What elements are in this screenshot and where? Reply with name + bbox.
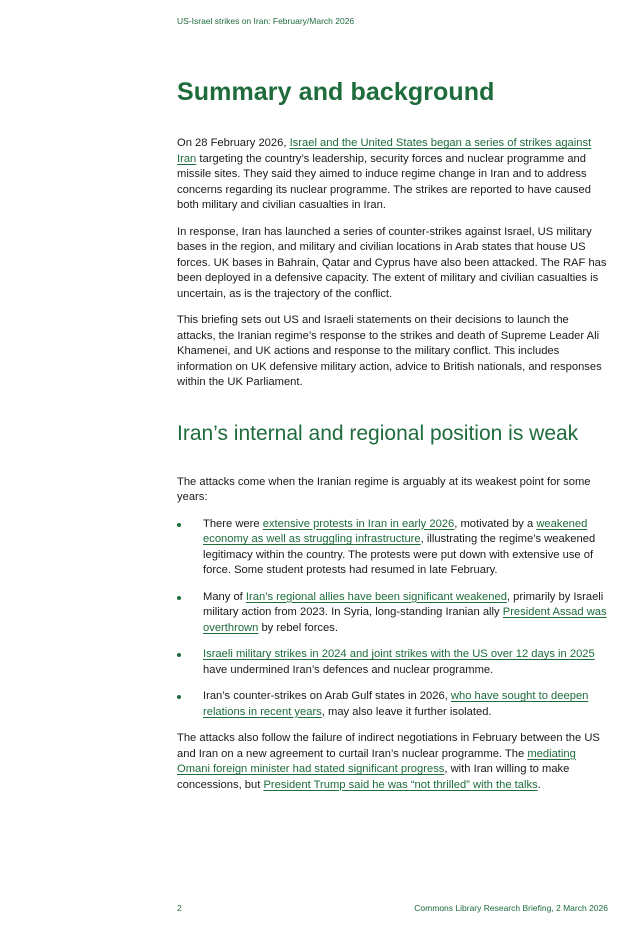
section-heading: Iran’s internal and regional position is weak: [177, 421, 579, 445]
text-span: , with Iran willing to make concessions, but: [177, 763, 570, 791]
paragraph-response: In response, Iran has launched a series of counter-strikes against Israel, US military bases in the region, and military and civilian locations in Arab states that house US forces. UK bases in Bahrain, Qatar and Cyprus have also been attacked. The RAF has been deployed in a defensive capacity. The extent of military and civilian casualties is uncertain, as is the trajectory of the conflict.: [177, 225, 607, 300]
text-span: , primarily by Israeli military action from 2023. In Syria, long-standing Iranian ally: [203, 590, 604, 618]
bullet-icon: [177, 596, 181, 600]
bullet-list: [177, 517, 607, 721]
bullet-icon: [177, 653, 181, 657]
text-span: Iran’s counter-strikes on Arab Gulf states in 2026,: [203, 690, 451, 702]
link-israeli-strikes[interactable]: Israeli military strikes in 2024 and joint strikes with the US over 12 days in 2025: [203, 648, 595, 660]
page-title: Summary and background: [177, 78, 495, 106]
text-span: have undermined Iran’s defences and nuclear programme.: [203, 663, 494, 676]
bullet-icon: [177, 695, 181, 699]
text-span: , motivated by a: [454, 517, 537, 530]
running-header: US-Israel strikes on Iran: February/March 2026: [177, 16, 355, 26]
link-economy[interactable]: weakened economy as well as struggling infrastructure: [203, 517, 588, 545]
document-body: [177, 136, 607, 804]
link-trump-not-thrilled[interactable]: President Trump said he was “not thrilled” with the talks: [263, 778, 538, 791]
list-item: [177, 590, 607, 637]
list-item: [177, 517, 607, 579]
footer-publication: Commons Library Research Briefing, 2 March 2026: [414, 903, 608, 913]
paragraph-summary: [177, 136, 607, 214]
text-span: Many of: [203, 590, 246, 603]
text-span: by rebel forces.: [258, 621, 338, 634]
link-protests[interactable]: extensive protests in Iran in early 2026: [262, 517, 455, 530]
link-omani-minister[interactable]: mediating Omani foreign minister had stated significant progress: [177, 747, 576, 775]
text-span: targeting the country’s leadership, security forces and nuclear programme and missile sites. They said they aimed to induce regime change in Iran and to address concerns regarding its nuclear programme. The strikes are reported to have caused both military and civilian casualties in Iran.: [177, 152, 591, 211]
list-item: [177, 647, 607, 678]
paragraph-intro: The attacks come when the Iranian regime is arguably at its weakest point for some years:: [177, 475, 591, 503]
link-assad-overthrown[interactable]: President Assad was overthrown: [203, 606, 607, 634]
text-span: .: [537, 778, 541, 791]
paragraph-negotiations: [177, 731, 607, 793]
page-number: 2: [177, 903, 182, 913]
text-span: The attacks also follow the failure of indirect negotiations in February between the US and Iran on a new agreement to curtail Iran’s nuclear programme. The: [177, 732, 600, 760]
paragraph-briefing-scope: This briefing sets out US and Israeli statements on their decisions to launch the attacks, the Iranian regime’s response to the strikes and death of Supreme Leader Ali Khamenei, and UK actions and response to the military conflict. This includes information on UK defensive military action, advice to British nationals, and responses within the UK Parliament.: [177, 314, 602, 388]
bullet-icon: [177, 523, 181, 527]
link-gulf-relations[interactable]: who have sought to deepen relations in recent years: [203, 690, 589, 718]
text-span: , may also leave it further isolated.: [321, 705, 492, 718]
text-span: On 28 February 2026,: [177, 137, 290, 149]
text-span: There were: [203, 517, 263, 530]
link-regional-allies[interactable]: Iran’s regional allies have been significant weakened: [245, 590, 507, 603]
list-item: [177, 689, 607, 720]
text-span: , illustrating the regime’s weakened legitimacy within the country. The protests were put down with extensive use of force. Some student protests had resumed in late February.: [203, 533, 596, 576]
link-strikes-on-iran[interactable]: Israel and the United States began a series of strikes against Iran: [177, 137, 592, 165]
